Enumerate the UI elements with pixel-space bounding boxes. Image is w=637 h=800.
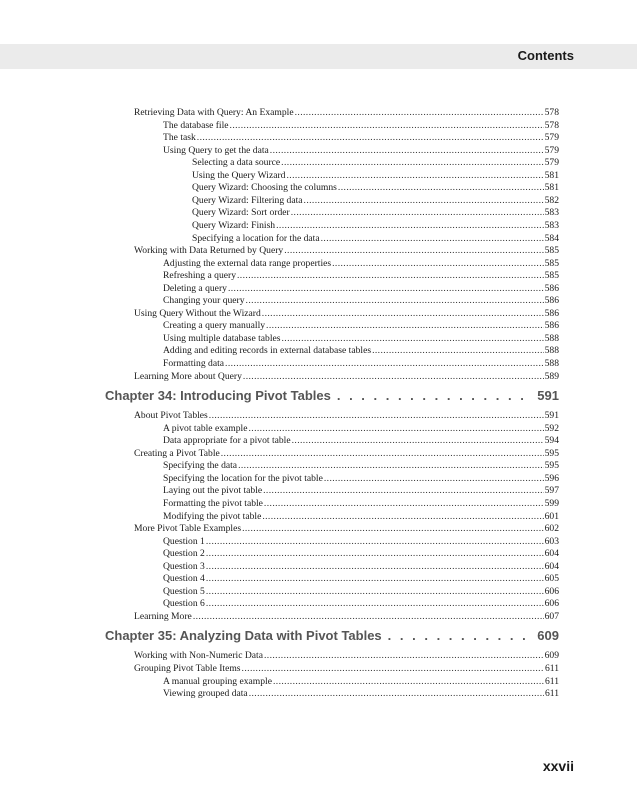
toc-leader-dots xyxy=(209,409,544,422)
toc-chapter-heading xyxy=(105,627,559,645)
toc-leader-dots xyxy=(193,610,544,623)
toc-section-entry xyxy=(134,610,559,623)
toc-subsection-entry xyxy=(163,585,559,598)
toc-leader-dots xyxy=(388,627,532,645)
toc-subsection-entry xyxy=(163,484,559,497)
toc-subsection-entry xyxy=(163,144,559,157)
toc-leader-dots xyxy=(291,206,544,219)
toc-leader-dots xyxy=(276,219,544,232)
toc-page-number: 611 xyxy=(544,663,559,674)
toc-entry-title: Laying out the pivot table xyxy=(163,485,263,497)
toc-entry-title: Creating a query manually xyxy=(163,320,266,332)
toc-entry-title: A manual grouping example xyxy=(163,675,272,687)
toc-page-number: 592 xyxy=(544,422,559,434)
toc-section-entry xyxy=(134,662,559,675)
toc-leader-dots xyxy=(248,422,543,435)
toc-entry-title: Learning More about Query xyxy=(134,370,242,382)
toc-entry-title: Using the Query Wizard xyxy=(192,169,286,181)
toc-section-entry xyxy=(134,409,559,422)
toc-page-number: 595 xyxy=(544,447,559,459)
toc-subsection-entry xyxy=(163,257,559,270)
toc-page-number: 591 xyxy=(544,410,559,422)
toc-section-entry xyxy=(134,649,559,662)
toc-subsection-entry xyxy=(192,232,559,245)
toc-leader-dots xyxy=(262,510,543,523)
toc-leader-dots xyxy=(221,447,544,460)
toc-subsection-entry xyxy=(163,459,559,472)
toc-subsection-entry xyxy=(192,169,559,182)
toc-entry-title: Question 2 xyxy=(163,548,205,560)
toc-entry-title: Deleting a query xyxy=(163,282,227,294)
toc-leader-dots xyxy=(273,675,544,688)
toc-page-number: 585 xyxy=(544,257,559,269)
toc-entry-title: Retrieving Data with Query: An Example xyxy=(134,107,294,118)
toc-leader-dots xyxy=(324,472,544,485)
toc-subsection-entry xyxy=(192,219,559,232)
toc-leader-dots xyxy=(225,357,544,370)
toc-subsection-entry xyxy=(163,572,559,585)
toc-entry-title: A pivot table example xyxy=(163,422,248,434)
toc-leader-dots xyxy=(230,119,544,132)
toc-page-number: 582 xyxy=(544,194,559,206)
toc-page-number: 599 xyxy=(544,497,559,509)
toc-page-number: 578 xyxy=(544,119,559,131)
toc-subsection-entry xyxy=(163,319,559,332)
toc-page-number: 589 xyxy=(544,370,559,382)
toc-page-number: 606 xyxy=(544,585,559,597)
toc-entry-title: Adjusting the external data range properties xyxy=(163,257,332,269)
toc-chapter-heading xyxy=(105,387,559,405)
toc-page-number: 602 xyxy=(544,523,559,535)
toc-leader-dots xyxy=(197,131,544,144)
toc-leader-dots xyxy=(206,585,544,598)
toc-section-entry xyxy=(134,447,559,460)
page-number: xxvii xyxy=(542,758,574,774)
toc-entry-title: Formatting the pivot table xyxy=(163,497,263,509)
toc-entry-title: Specifying the data xyxy=(163,460,238,472)
toc-entry-title: Question 4 xyxy=(163,573,205,585)
toc-leader-dots xyxy=(206,572,544,585)
toc-subsection-entry xyxy=(163,282,559,295)
toc-leader-dots xyxy=(286,169,543,182)
toc-entry-title: Query Wizard: Choosing the columns xyxy=(192,182,337,194)
toc-page-number: 611 xyxy=(544,675,559,687)
toc-leader-dots xyxy=(372,344,544,357)
toc-leader-dots xyxy=(264,497,544,510)
toc-section-entry xyxy=(134,307,559,320)
toc-subsection-entry xyxy=(163,687,559,700)
toc-entry-title: The task xyxy=(163,132,196,144)
toc-subsection-entry xyxy=(192,156,559,169)
toc-subsection-entry xyxy=(163,560,559,573)
toc-leader-dots xyxy=(281,156,543,169)
toc-subsection-entry xyxy=(192,181,559,194)
toc-page-number: 581 xyxy=(544,169,559,181)
toc-page-number: 586 xyxy=(544,307,559,319)
toc-page-number: 579 xyxy=(544,132,559,144)
toc-leader-dots xyxy=(321,232,544,245)
toc-entry-title: Question 6 xyxy=(163,598,205,610)
toc-page-number: 609 xyxy=(537,628,559,644)
toc-subsection-entry xyxy=(163,131,559,144)
toc-section-entry xyxy=(134,522,559,535)
toc-entry-title: Modifying the pivot table xyxy=(163,510,262,522)
toc-entry-title: Using multiple database tables xyxy=(163,332,281,344)
toc-subsection-entry xyxy=(163,294,559,307)
toc-page-number: 583 xyxy=(544,207,559,219)
toc-leader-dots xyxy=(338,181,544,194)
toc-leader-dots xyxy=(304,194,544,207)
toc-leader-dots xyxy=(243,370,544,383)
toc-page-number: 586 xyxy=(544,295,559,307)
toc-entry-title: Question 3 xyxy=(163,560,205,572)
toc-leader-dots xyxy=(282,332,544,345)
toc-page-number: 595 xyxy=(544,460,559,472)
toc-leader-dots xyxy=(270,144,544,157)
toc-entry-title: Using Query to get the data xyxy=(163,144,269,156)
toc-subsection-entry xyxy=(163,675,559,688)
toc-page-number: 606 xyxy=(544,598,559,610)
toc-entry-title: Refreshing a query xyxy=(163,270,236,282)
toc-page-number: 583 xyxy=(544,219,559,231)
toc-entry-title: Question 5 xyxy=(163,585,205,597)
toc-leader-dots xyxy=(206,547,544,560)
toc-entry-title: Viewing grouped data xyxy=(163,688,248,700)
toc-subsection-entry xyxy=(163,472,559,485)
toc-page-number: 604 xyxy=(544,560,559,572)
toc-leader-dots xyxy=(237,269,544,282)
toc-subsection-entry xyxy=(163,422,559,435)
toc-page-number: 579 xyxy=(544,157,559,169)
toc-page-number: 605 xyxy=(544,573,559,585)
toc-leader-dots xyxy=(292,434,544,447)
toc-subsection-entry xyxy=(163,497,559,510)
toc-entry-title: Chapter 35: Analyzing Data with Pivot Tables xyxy=(105,628,382,644)
toc-leader-dots xyxy=(206,560,544,573)
toc-page-number: 579 xyxy=(544,144,559,156)
toc-section-entry xyxy=(134,106,559,119)
toc-entry-title: Learning More xyxy=(134,610,192,622)
toc-leader-dots xyxy=(206,597,544,610)
toc-entry-title: Using Query Without the Wizard xyxy=(134,307,261,319)
toc-subsection-entry xyxy=(163,269,559,282)
toc-entry-title: Working with Data Returned by Query xyxy=(134,245,284,257)
toc-page-number: 591 xyxy=(537,388,559,404)
toc-subsection-entry xyxy=(163,332,559,345)
toc-leader-dots xyxy=(295,106,544,119)
toc-page-number: 586 xyxy=(544,282,559,294)
toc-page-number: 588 xyxy=(544,332,559,344)
toc-entry-title: The database file xyxy=(163,119,229,131)
toc-page-number: 601 xyxy=(544,510,559,522)
toc-leader-dots xyxy=(238,459,544,472)
toc-page-number: 609 xyxy=(544,650,559,662)
toc-subsection-entry xyxy=(163,357,559,370)
toc-entry-title: Query Wizard: Finish xyxy=(192,219,276,231)
toc-leader-dots xyxy=(284,244,543,257)
toc-subsection-entry xyxy=(163,597,559,610)
toc-page-number: 594 xyxy=(544,435,559,447)
toc-page-number: 581 xyxy=(544,182,559,194)
toc-entry-title: Formatting data xyxy=(163,358,225,369)
toc-entry-title: Question 1 xyxy=(163,535,205,547)
toc-page-number: 604 xyxy=(544,548,559,560)
toc-page-number: 588 xyxy=(544,358,559,369)
toc-page-number: 596 xyxy=(544,472,559,484)
toc-subsection-entry xyxy=(163,344,559,357)
toc-entry-title: More Pivot Table Examples xyxy=(134,523,242,535)
toc-subsection-entry xyxy=(163,119,559,132)
toc-leader-dots xyxy=(264,649,544,662)
toc-section-entry xyxy=(134,244,559,257)
toc-page-number: 585 xyxy=(544,245,559,257)
toc-entry-title: Changing your query xyxy=(163,295,245,307)
toc-entry-title: Adding and editing records in external database tables xyxy=(163,345,372,357)
toc-page-number: 603 xyxy=(544,535,559,547)
toc-entry-title: Specifying the location for the pivot table xyxy=(163,472,323,484)
toc-entry-title: Query Wizard: Filtering data xyxy=(192,194,303,206)
toc-page-number: 578 xyxy=(544,107,559,118)
toc-subsection-entry xyxy=(192,194,559,207)
toc-subsection-entry xyxy=(163,434,559,447)
toc-entry-title: Working with Non-Numeric Data xyxy=(134,650,263,662)
toc-section-entry xyxy=(134,370,559,383)
toc-entry-title: Data appropriate for a pivot table xyxy=(163,435,291,447)
toc-subsection-entry xyxy=(163,535,559,548)
toc-entry-title: Selecting a data source xyxy=(192,157,281,169)
toc-subsection-entry xyxy=(163,547,559,560)
toc-entry-title: Grouping Pivot Table Items xyxy=(134,663,241,674)
toc-entry-title: Specifying a location for the data xyxy=(192,232,320,244)
toc-leader-dots xyxy=(332,257,544,270)
running-header-title: Contents xyxy=(517,48,574,63)
toc-leader-dots xyxy=(249,687,544,700)
toc-subsection-entry xyxy=(192,206,559,219)
toc-leader-dots xyxy=(242,662,544,675)
toc-page-number: 586 xyxy=(544,320,559,332)
toc-page-number: 611 xyxy=(544,688,559,700)
toc-page-number: 597 xyxy=(544,485,559,497)
toc-leader-dots xyxy=(262,307,544,320)
toc-page-number: 585 xyxy=(544,270,559,282)
toc-entry-title: About Pivot Tables xyxy=(134,410,208,422)
toc-leader-dots xyxy=(263,484,543,497)
toc-leader-dots xyxy=(266,319,544,332)
toc-leader-dots xyxy=(206,535,544,548)
toc-page-number: 584 xyxy=(544,232,559,244)
toc-entry-title: Chapter 34: Introducing Pivot Tables xyxy=(105,388,331,404)
toc-entry-title: Creating a Pivot Table xyxy=(134,447,220,459)
toc-entry-title: Query Wizard: Sort order xyxy=(192,207,290,219)
toc-subsection-entry xyxy=(163,510,559,523)
toc-leader-dots xyxy=(337,387,531,405)
toc-page-number: 588 xyxy=(544,345,559,357)
toc-leader-dots xyxy=(228,282,544,295)
toc-leader-dots xyxy=(242,522,544,535)
toc-leader-dots xyxy=(246,294,544,307)
toc-page-number: 607 xyxy=(544,610,559,622)
